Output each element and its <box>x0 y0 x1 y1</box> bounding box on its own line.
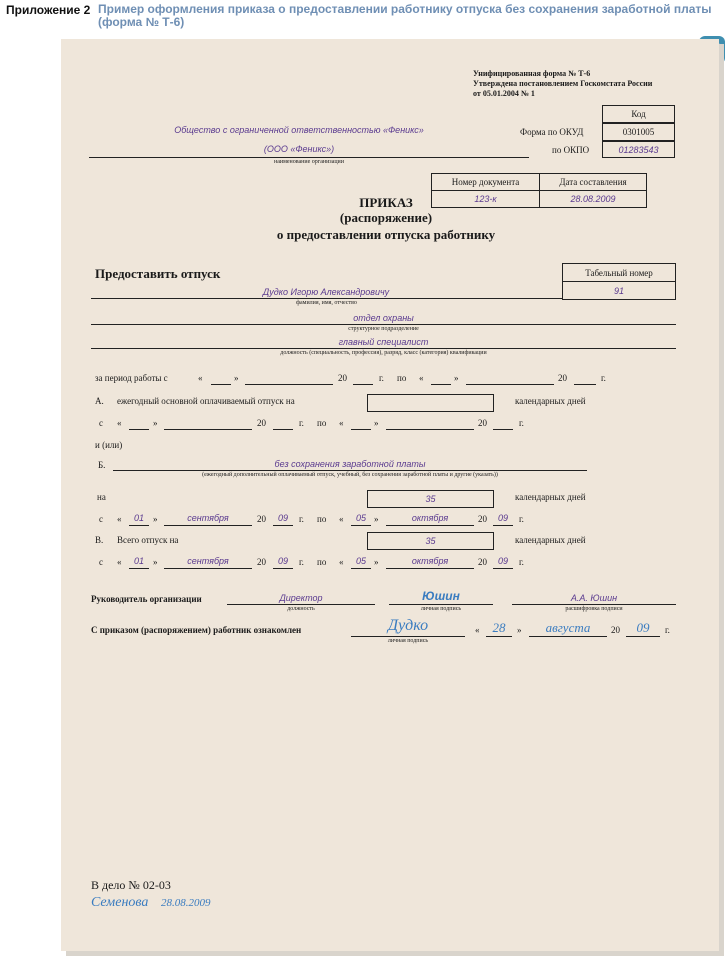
department-line <box>91 324 676 325</box>
period-to-year <box>574 384 596 385</box>
quote-open: « <box>339 557 344 567</box>
from-label: с <box>99 557 103 567</box>
appendix-title: Пример оформления приказа о предоставлении работнику отпуска без сохранения заработной платы (форма № Т-6) <box>98 2 712 29</box>
year-suffix: г. <box>379 373 384 383</box>
employee-signature-line <box>351 636 465 637</box>
quote-open: « <box>419 373 424 383</box>
clerk-date: 28.08.2009 <box>161 897 211 909</box>
quote-open: « <box>339 514 344 524</box>
employee-name-caption: фамилия, имя, отчество <box>296 300 357 306</box>
period-to-month <box>466 384 554 385</box>
quote-close: » <box>153 418 158 428</box>
year-suffix: г. <box>665 625 670 635</box>
grant-vacation-label: Предоставить отпуск <box>95 266 221 281</box>
v-to-day: 05 <box>355 556 366 566</box>
a-from-year <box>273 429 293 430</box>
year-suffix: г. <box>299 514 304 524</box>
na-label: на <box>97 492 106 502</box>
b-to-day: 05 <box>355 513 366 523</box>
position-caption: должность (специальность, профессия), разряд, класс (категория) квалификации <box>280 350 487 356</box>
ack-month: августа <box>545 620 591 635</box>
quote-close: » <box>153 557 158 567</box>
quote-close: » <box>374 514 379 524</box>
unified-form-line-3: от 05.01.2004 № 1 <box>473 89 535 98</box>
ack-day: 28 <box>492 620 506 635</box>
order-subtitle: (распоряжение) <box>339 210 433 225</box>
work-period-label: за период работы с <box>95 373 168 383</box>
period-to-day <box>431 384 451 385</box>
clerk-signature: Семенова <box>91 895 149 910</box>
year-prefix: 20 <box>478 418 487 428</box>
a-from-month <box>164 429 252 430</box>
quote-close: » <box>234 373 239 383</box>
year-prefix: 20 <box>478 557 487 567</box>
okpo-label: по ОКПО <box>552 145 590 155</box>
period-from-year <box>353 384 373 385</box>
year-suffix: г. <box>299 557 304 567</box>
head-name-line <box>512 604 676 605</box>
head-label: Руководитель организации <box>91 594 202 604</box>
order-form-t6 <box>61 39 719 951</box>
quote-open: « <box>117 514 122 524</box>
tab-number: 91 <box>562 281 676 300</box>
b-from-year-line <box>273 525 293 526</box>
organization-caption: наименование организации <box>274 159 344 165</box>
year-suffix: г. <box>601 373 606 383</box>
quote-close: » <box>374 418 379 428</box>
head-name-caption: расшифровка подписи <box>565 606 623 612</box>
b-from-month-line <box>164 525 252 526</box>
b-to-day-line <box>351 525 371 526</box>
head-signature: Юшин <box>422 589 460 603</box>
b-to-month: октября <box>411 513 449 523</box>
acquainted-label: С приказом (распоряжением) работник ознакомлен <box>91 625 302 635</box>
v-from-day-line <box>129 568 149 569</box>
tab-number-header: Табельный номер <box>562 263 676 282</box>
section-b-line <box>113 470 587 471</box>
department-caption: структурное подразделение <box>348 326 419 332</box>
quote-close: » <box>517 625 522 635</box>
section-a-days-box <box>367 394 494 412</box>
order-title: ПРИКАЗ <box>359 195 413 210</box>
organization-full-name: Общество с ограниченной ответственностью «Феникс» <box>174 125 424 135</box>
b-to-year: 09 <box>497 513 508 523</box>
quote-open: « <box>339 418 344 428</box>
section-v-letter: В. <box>95 535 104 545</box>
doc-number-header: Номер документа <box>431 173 540 191</box>
ack-year-line <box>626 636 660 637</box>
b-from-year: 09 <box>277 513 288 523</box>
ack-day-line <box>486 636 512 637</box>
a-to-year <box>493 429 513 430</box>
v-to-year-line <box>493 568 513 569</box>
section-b-days: 35 <box>367 490 494 508</box>
quote-close: » <box>374 557 379 567</box>
b-from-month: сентября <box>187 513 229 523</box>
year-suffix: г. <box>299 418 304 428</box>
head-position: Директор <box>279 593 323 603</box>
from-label: с <box>99 418 103 428</box>
quote-close: » <box>153 514 158 524</box>
head-position-caption: должность <box>287 606 315 612</box>
year-prefix: 20 <box>611 625 620 635</box>
period-from-day <box>211 384 231 385</box>
year-prefix: 20 <box>338 373 347 383</box>
b-to-year-line <box>493 525 513 526</box>
position: главный специалист <box>338 337 429 347</box>
quote-open: « <box>475 625 480 635</box>
quote-close: » <box>454 373 459 383</box>
calendar-days-label: календарных дней <box>515 396 586 406</box>
year-suffix: г. <box>519 514 524 524</box>
order-subject: о предоставлении отпуска работнику <box>276 227 496 242</box>
v-from-month-line <box>164 568 252 569</box>
section-v-days: 35 <box>367 532 494 550</box>
doc-number: 123-к <box>431 190 540 208</box>
to-label: по <box>317 418 327 428</box>
v-from-month: сентября <box>187 556 229 566</box>
year-prefix: 20 <box>558 373 567 383</box>
code-header: Код <box>602 105 675 123</box>
ack-month-line <box>529 636 607 637</box>
year-prefix: 20 <box>478 514 487 524</box>
okud-label: Форма по ОКУД <box>520 127 584 137</box>
year-suffix: г. <box>519 557 524 567</box>
section-b-value: без сохранения заработной платы <box>274 459 426 469</box>
section-v-text: Всего отпуск на <box>117 535 179 545</box>
v-to-month-line <box>386 568 474 569</box>
v-from-year-line <box>273 568 293 569</box>
employee-signature-caption: личная подпись <box>387 638 429 644</box>
department: отдел охраны <box>353 313 414 323</box>
head-name: А.А. Юшин <box>570 593 618 603</box>
section-b-caption: (ежегодный дополнительный оплачиваемый отпуск, учебный, без сохранения заработной платы и другие (указать)) <box>202 472 498 478</box>
b-from-day-line <box>129 525 149 526</box>
v-to-month: октября <box>411 556 449 566</box>
b-from-day: 01 <box>133 513 144 523</box>
year-prefix: 20 <box>257 418 266 428</box>
calendar-days-label: календарных дней <box>515 535 586 545</box>
section-a-text: ежегодный основной оплачиваемый отпуск на <box>117 396 295 406</box>
appendix-label: Приложение 2 <box>6 3 91 17</box>
head-position-line <box>227 604 375 605</box>
to-label: по <box>317 514 327 524</box>
v-from-year: 09 <box>277 556 288 566</box>
head-signature-caption: личная подпись <box>420 606 462 612</box>
v-to-day-line <box>351 568 371 569</box>
period-from-month <box>245 384 333 385</box>
employee-signature: Дудко <box>387 617 429 634</box>
v-from-day: 01 <box>133 556 144 566</box>
b-to-month-line <box>386 525 474 526</box>
quote-open: « <box>117 418 122 428</box>
file-note: В дело № 02-03 <box>91 878 171 892</box>
a-to-day <box>351 429 371 430</box>
and-or-label: и (или) <box>95 440 123 450</box>
organization-line <box>89 157 529 158</box>
position-line <box>91 348 676 349</box>
employee-name-line <box>91 298 562 299</box>
v-to-year: 09 <box>497 556 508 566</box>
doc-date-header: Дата составления <box>539 173 647 191</box>
a-to-month <box>386 429 474 430</box>
year-prefix: 20 <box>257 514 266 524</box>
doc-date: 28.08.2009 <box>539 190 647 208</box>
head-signature-line <box>389 604 493 605</box>
from-label: с <box>99 514 103 524</box>
unified-form-line-2: Утверждена постановлением Госкомстата России <box>473 79 653 88</box>
employee-name: Дудко Игорю Александровичу <box>262 287 390 297</box>
section-a-letter: А. <box>95 396 104 406</box>
a-from-day <box>129 429 149 430</box>
ack-year: 09 <box>636 620 650 635</box>
unified-form-line-1: Унифицированная форма № Т-6 <box>473 69 591 78</box>
section-b-letter: Б. <box>98 460 106 470</box>
okud-code: 0301005 <box>602 123 675 141</box>
okpo-code: 01283543 <box>602 141 675 158</box>
to-label: по <box>317 557 327 567</box>
organization-short-name: (ООО «Феникс») <box>263 144 335 154</box>
year-prefix: 20 <box>257 557 266 567</box>
quote-open: « <box>117 557 122 567</box>
to-label: по <box>397 373 407 383</box>
calendar-days-label: календарных дней <box>515 492 586 502</box>
quote-open: « <box>198 373 203 383</box>
year-suffix: г. <box>519 418 524 428</box>
